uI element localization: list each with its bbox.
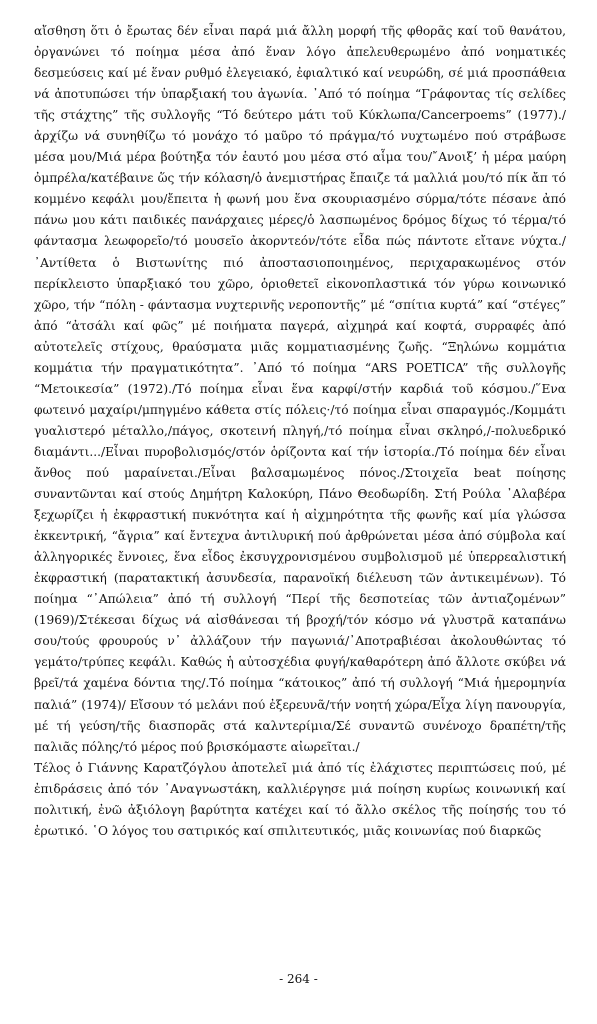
page-number: - 264 - [279,972,318,986]
paragraph-2: Τέλος ὁ Γιάννης Καρατζόγλου ἀποτελεῖ μιά ἀπό τίς ἐλάχιστες περιπτώσεις πού, μέ ἐπιδράσεις ἀπό τόν ᾽Αναγνωστάκη, καλλιέργησε μιά ποίηση κυρίως κοινωνική καί πολιτική, ἐνῶ ἀξιόλογη βαρύτητα κατέχει καί τό ἄλλο σκέλος τῆς ποίησής του τό ἐρωτικό. ῾Ο λόγος του σατιρικός καί σπιλιτευτικός, μιᾶς κοινωνίας πού διαρκῶς [34,760,566,838]
body-text [34,21,566,842]
paragraph-1: αἴσθηση ὅτι ὁ ἔρωτας δέν εἶναι παρά μιά ἄλλη μορφή τῆς φθορᾶς καί τοῦ θανάτου, ὀργανώνει τό ποίημα μέσα ἀπό ἕναν λόγο ἀπελευθερωμένο ἀπό νοηματικές δεσμεύσεις καί μέ ἕναν ρυθμό ἐλεγειακό, ἐφιαλτικό καί νευρώδη, σέ μιά προσπάθεια νά ἀποτυπώσει τήν ὑπαρξιακή του ἀγωνία. ᾽Από τό ποίημα “Γράφοντας τίς σελίδες τῆς στάχτης” τῆς συλλογῆς “Τό δεύτερο μάτι τοῦ Κύκλωπα/Cancerpoems” (1977)./ἀρχίζω νά συνηθίζω τό μονάχο τό μαῦρο τό πράγμα/τό νυχτωμένο πού στράβωσε μέσα μου/Μιά μέρα βούτηξα τόν ἑαυτό μου μέσα στό αἷμα του/῎Ανοιξ’ ἡ μέρα μαύρη ὀμπρέλα/κατέβαινε ὥς τήν κόλαση/ὁ ἀνεμιστήρας ἔπαιζε τά μαλλιά μου/τό πίκ ἄπ τό κομμένο κεφάλι μου/ἔπειτα ἡ φωνή μου ἕνα σκουριασμένο σύρμα/τότε πέσανε ἀπό πάνω μου κάτι παιδικές πανάρχαιες μέρες/ὁ λασπωμένος δρόμος δίχως τό τέρμα/τό φάντασμα λεωφορεῖο/τό μουσεῖο ἀκορντεόν/τότε εἶδα πώς πάντοτε εἴτανε νύχτα./᾽Αντίθετα ὁ Βιστωνίτης πιό ἀποστασιοποιημένος, περιχαρακωμένος στόν περίκλειστο ὑπαρξιακό του χῶρο, ὁριοθετεῖ εἰκονοπλαστικά τόν γύρω κοινωνικό χῶρο, τήν “πόλη - φάντασμα νυχτερινῆς νεροποντῆς” μέ “σπίτια κυρτά” καί “στέγες” ἀπό “ἀτσάλι καί φῶς” μέ ποιήματα παγερά, αἰχμηρά καί κοφτά, συρραφές ἀπό αὐτοτελεῖς στίχους, θραύσματα μιᾶς κομματιασμένης ζωῆς. “Ξηλώνω κομμάτια κομμάτια τήν πραγματικότητα”. ᾽Από τό ποίημα “ARS POETICA” τῆς συλλογῆς “Μετοικεσία” (1972)./Τό ποίημα εἶναι ἕνα καρφί/στήν καρδιά τοῦ κόσμου./῞Ενα φωτεινό μαχαίρι/μπηγμένο κάθετα στίς πόλεις·/τό ποίημα εἶναι σπαραγμός./Κομμάτι γυαλιστερό μέταλλο,/πάγος, σκοτεινή πληγή,/τό ποίημα εἶναι σκληρό,/-πολυεδρικό διαμάντι.../Εἶναι πυροβολισμός/στόν ὁρίζοντα καί τήν ἱστορία./Τό ποίημα δέν εἶναι ἄνθος πού μαραίνεται./Εἶναι βαλσαμωμένος πόνος./Στοιχεῖα beat ποίησης συναντῶνται καί στούς Δημήτρη Καλοκύρη, Πάνο Θεοδωρίδη. Στή Ρούλα ᾽Αλαβέρα ξεχωρίζει ἡ ἐκφραστική πυκνότητα καί ἡ αἰχμηρότητα τῆς φωνῆς καί μία γλώσσα ἐκκεντρική, “ἄγρια” καί ἔντεχνα ἀντιλυρική πού ἀρθρώνεται μέσα ἀπό σύμβολα καί ἀλληγορικές ἔννοιες, ἕνα εἶδος ἐκσυγχρονισμένου συμβολισμοῦ μέ ὑπερρεαλιστική ἐκφραστική (παρατακτική ἀσυνδεσία, παρανοϊκή διέλευση τῶν ἀντικειμένων). Τό ποίημα “᾽Απώλεια” ἀπό τή συλλογή “Περί τῆς δεσποτείας τῶν ἀντιαζομένων” (1969)/Στέκεσαι δίχως νά αἰσθάνεσαι τή βροχή/τόν κόσμο νά γλυστρᾶ καταπάνω σου/τούς φρουρούς ν᾽ ἀλλάζουν τήν παγωνιά/᾽Αποτραβιέσαι ἀκολουθώντας τό γεμάτο/τρύπες κεφάλι. Καθώς ἡ αὐτοσχέδια φυγή/καθαρότερη ἀπό ἄλλοτε σκύβει νά βρεῖ/τά χαμένα δόντια της/.Τό ποίημα “κάτοικος” ἀπό τή συλλογή “Μιά ἡμερομηνία παλιά” (1974)/ Εἴσουν τό μελάνι πού ἐξερευνᾶ/τήν νοητή χώρα/Εἶχα λίγη πανουργία, μέ τή γεύση/τῆς διασπορᾶς στά καλντερίμια/Σέ συναντῶ συνένοχο δραπέτη/τῆς παλιᾶς πόλης/τό μέρος πού βρισκόμαστε αἰωρεῖται./ [34,24,566,754]
